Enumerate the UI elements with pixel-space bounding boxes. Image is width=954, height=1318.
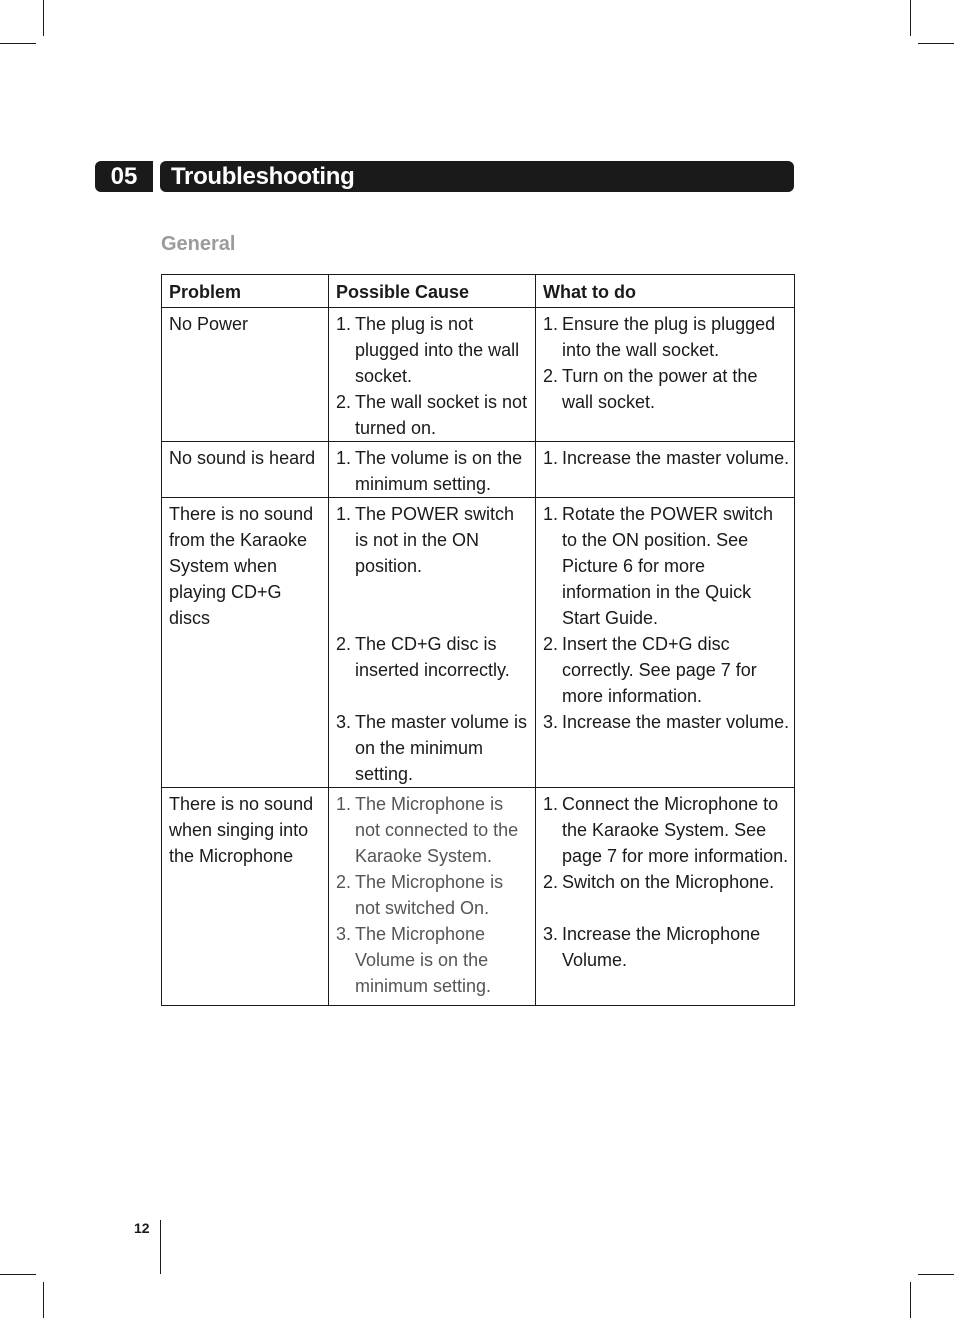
page-number: 12 (134, 1220, 150, 1236)
cause-cell (329, 442, 536, 498)
action-cell (536, 308, 795, 442)
list-item: 1. Connect the Microphone to the Karaoke System. See page 7 for more information. (543, 794, 789, 866)
header-problem: Problem (162, 275, 329, 308)
section-number: 05 (95, 161, 153, 192)
list-item: 3. The Microphone Volume is on the minimum setting. (336, 924, 492, 996)
table-header-row (162, 275, 795, 308)
action-cell (536, 498, 795, 788)
list-item: 3. Increase the master volume. (543, 712, 790, 732)
list-item: 2. Switch on the Microphone. (543, 872, 775, 892)
list-item: 3. The master volume is on the minimum setting. (336, 712, 528, 784)
crop-mark (0, 1274, 36, 1275)
crop-mark (918, 43, 954, 44)
list-item: 1. The Microphone is not connected to the Karaoke System. (336, 794, 519, 866)
crop-mark (0, 43, 36, 44)
cause-cell (329, 498, 536, 788)
list-item: 2. Turn on the power at the wall socket. (543, 366, 758, 412)
crop-mark (43, 1282, 44, 1318)
subheading-general: General (161, 233, 236, 255)
list-item: 2. The Microphone is not switched On. (336, 872, 504, 918)
section-title: Troubleshooting (160, 161, 794, 192)
list-item: 1. The POWER switch is not in the ON position. (336, 504, 515, 576)
crop-mark (43, 0, 44, 36)
cause-cell (329, 788, 536, 1006)
table-row (162, 498, 795, 788)
list-item: 2. The wall socket is not turned on. (336, 392, 528, 438)
action-cell (536, 442, 795, 498)
header-what-to-do: What to do (536, 275, 795, 308)
problem-cell: No Power (162, 308, 329, 442)
problem-cell: No sound is heard (162, 442, 329, 498)
action-cell (536, 788, 795, 1006)
troubleshooting-table (161, 274, 795, 1006)
problem-cell: There is no sound from the Karaoke System when playing CD+G discs (162, 498, 329, 788)
page-number-rule (160, 1220, 161, 1274)
crop-mark (918, 1274, 954, 1275)
table-row (162, 308, 795, 442)
crop-mark (910, 1282, 911, 1318)
crop-mark (910, 0, 911, 36)
list-item: 1. The volume is on the minimum setting. (336, 448, 523, 494)
list-item: 1. The plug is not plugged into the wall socket. (336, 314, 520, 386)
list-item: 1. Rotate the POWER switch to the ON position. See Picture 6 for more information in the Quick Start Guide. (543, 504, 774, 628)
list-item: 1. Increase the master volume. (543, 448, 790, 468)
list-item: 3. Increase the Microphone Volume. (543, 924, 761, 970)
list-item: 2. The CD+G disc is inserted incorrectly. (336, 634, 510, 680)
list-item: 1. Ensure the plug is plugged into the wall socket. (543, 314, 776, 360)
problem-cell: There is no sound when singing into the Microphone (162, 788, 329, 1006)
table-row (162, 442, 795, 498)
header-possible-cause: Possible Cause (329, 275, 536, 308)
cause-cell (329, 308, 536, 442)
list-item: 2. Insert the CD+G disc correctly. See page 7 for more information. (543, 634, 757, 706)
table-row (162, 788, 795, 1006)
